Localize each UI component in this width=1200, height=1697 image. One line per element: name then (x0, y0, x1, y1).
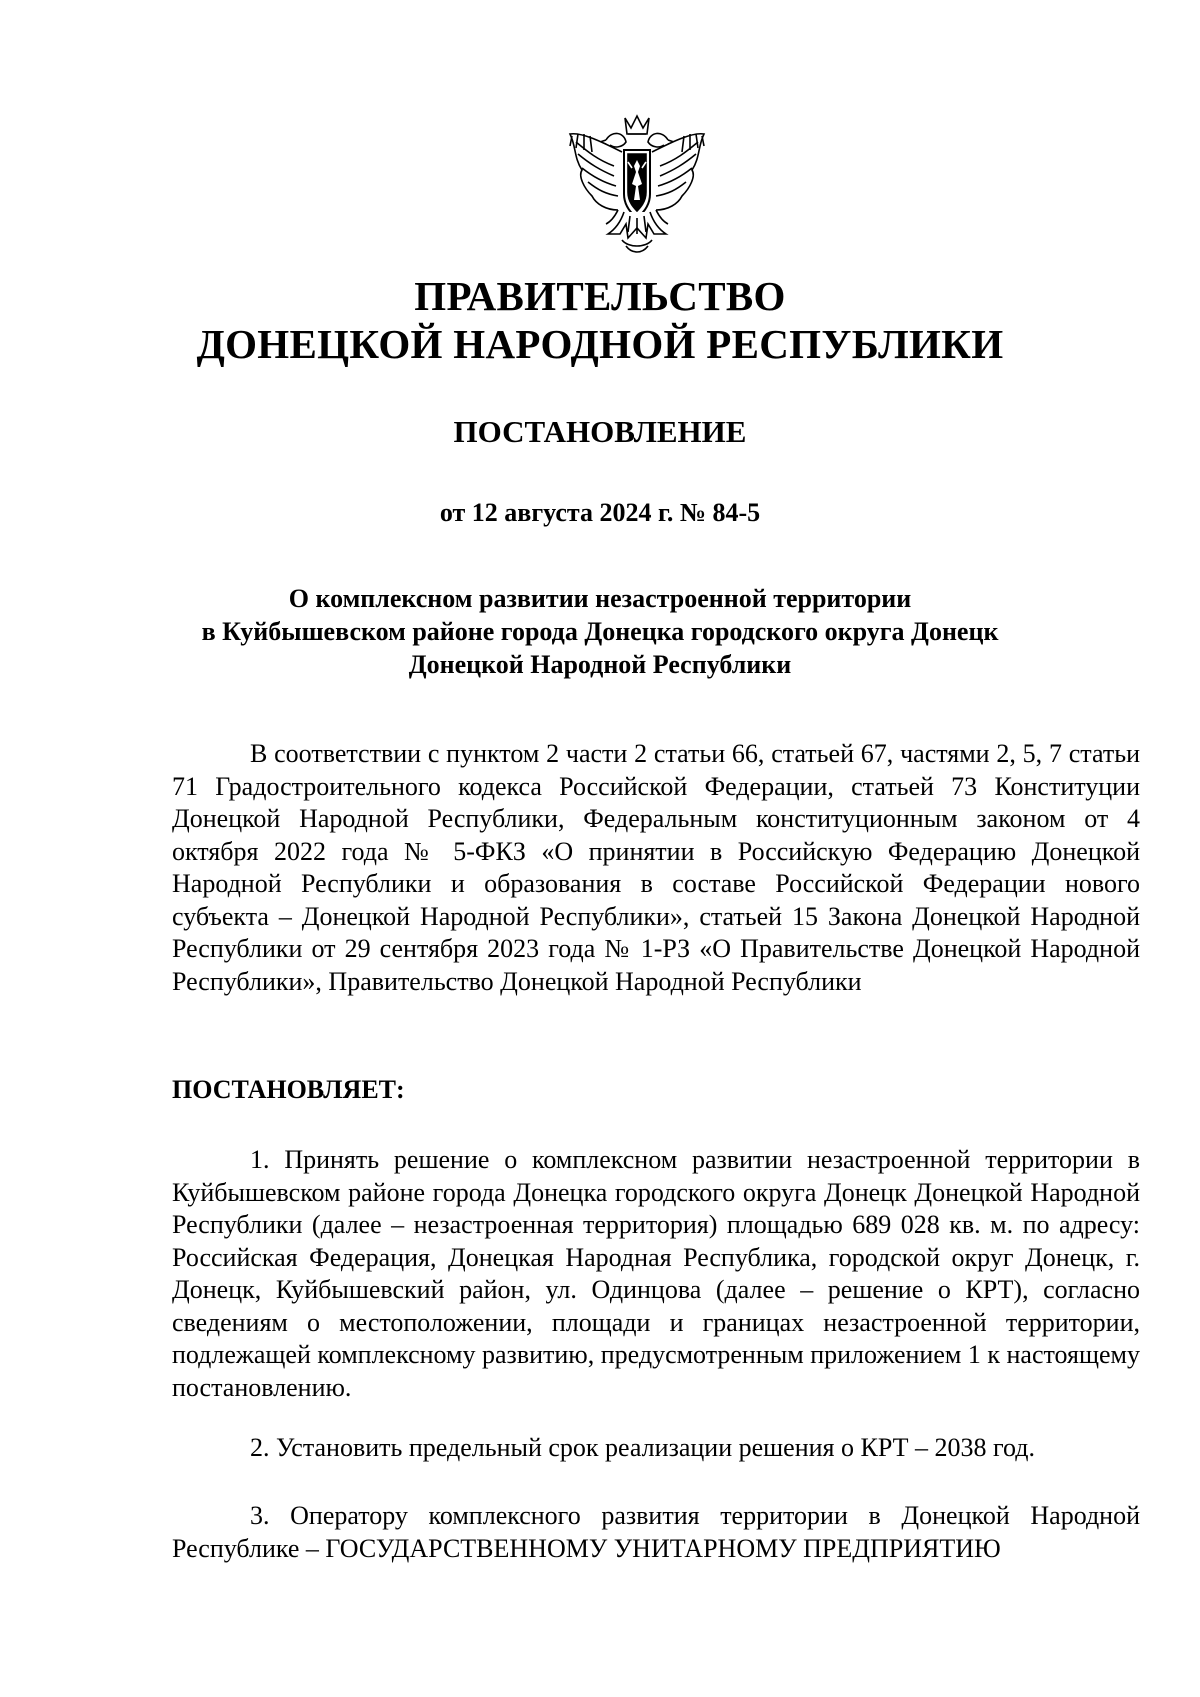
preamble-paragraph: В соответствии с пунктом 2 части 2 статьи 66, статьей 67, частями 2, 5, 7 статьи 71 Градостроительного кодекса Российской Федерации, статьей 73 Конституции Донецкой Народной Республики, Федеральным конституционным законом от 4 октября 2022 года № 5-ФКЗ «О принятии в Российскую Федерацию Донецкой Народной Республики и образования в составе Российской Федерации нового субъекта – Донецкой Народной Республики», статьей 15 Закона Донецкой Народной Республики от 29 сентября 2023 года № 1-РЗ «О Правительстве Донецкой Народной Республики», Правительство Донецкой Народной Республики (172, 739, 1140, 996)
item-3-paragraph: 3. Оператору комплексного развития территории в Донецкой Народной Республике – ГОСУДАРСТВЕННОМУ УНИТАРНОМУ ПРЕДПРИЯТИЮ (172, 1501, 1140, 1563)
government-title-line2: ДОНЕЦКОЙ НАРОДНОЙ РЕСПУБЛИКИ (196, 321, 1004, 367)
decree-word: ПОСТАНОВЛЯЕТ: (172, 1075, 405, 1104)
document-heading-line2: в Куйбышевском районе города Донецка городского округа Донецк (201, 617, 999, 646)
document-heading (0, 582, 1200, 681)
government-title-line1: ПРАВИТЕЛЬСТВО (414, 273, 786, 319)
document-heading-line3: Донецкой Народной Республики (408, 650, 792, 679)
item-2-paragraph: 2. Установить предельный срок реализации решения о КРТ – 2038 год. (250, 1433, 1036, 1462)
item-1-paragraph: 1. Принять решение о комплексном развитии незастроенной территории в Куйбышевском районе города Донецка городского округа Донецк Донецкой Народной Республики (далее – незастроенная территория) площадью 689 028 кв. м. по адресу: Российская Федерация, Донецкая Народная Республика, городской округ Донецк, г. Донецк, Куйбышевский район, ул. Одинцова (далее – решение о КРТ), согласно сведениям о местоположении, площади и границах незастроенной территории, подлежащей комплексному развитию, предусмотренным приложением 1 к настоящему постановлению. (172, 1145, 1140, 1402)
coat-of-arms-icon (562, 112, 712, 262)
document-heading-line1: О комплексном развитии незастроенной территории (288, 584, 912, 613)
document-type: ПОСТАНОВЛЕНИЕ (453, 414, 747, 449)
document-date-number: от 12 августа 2024 г. № 84-5 (439, 498, 761, 527)
